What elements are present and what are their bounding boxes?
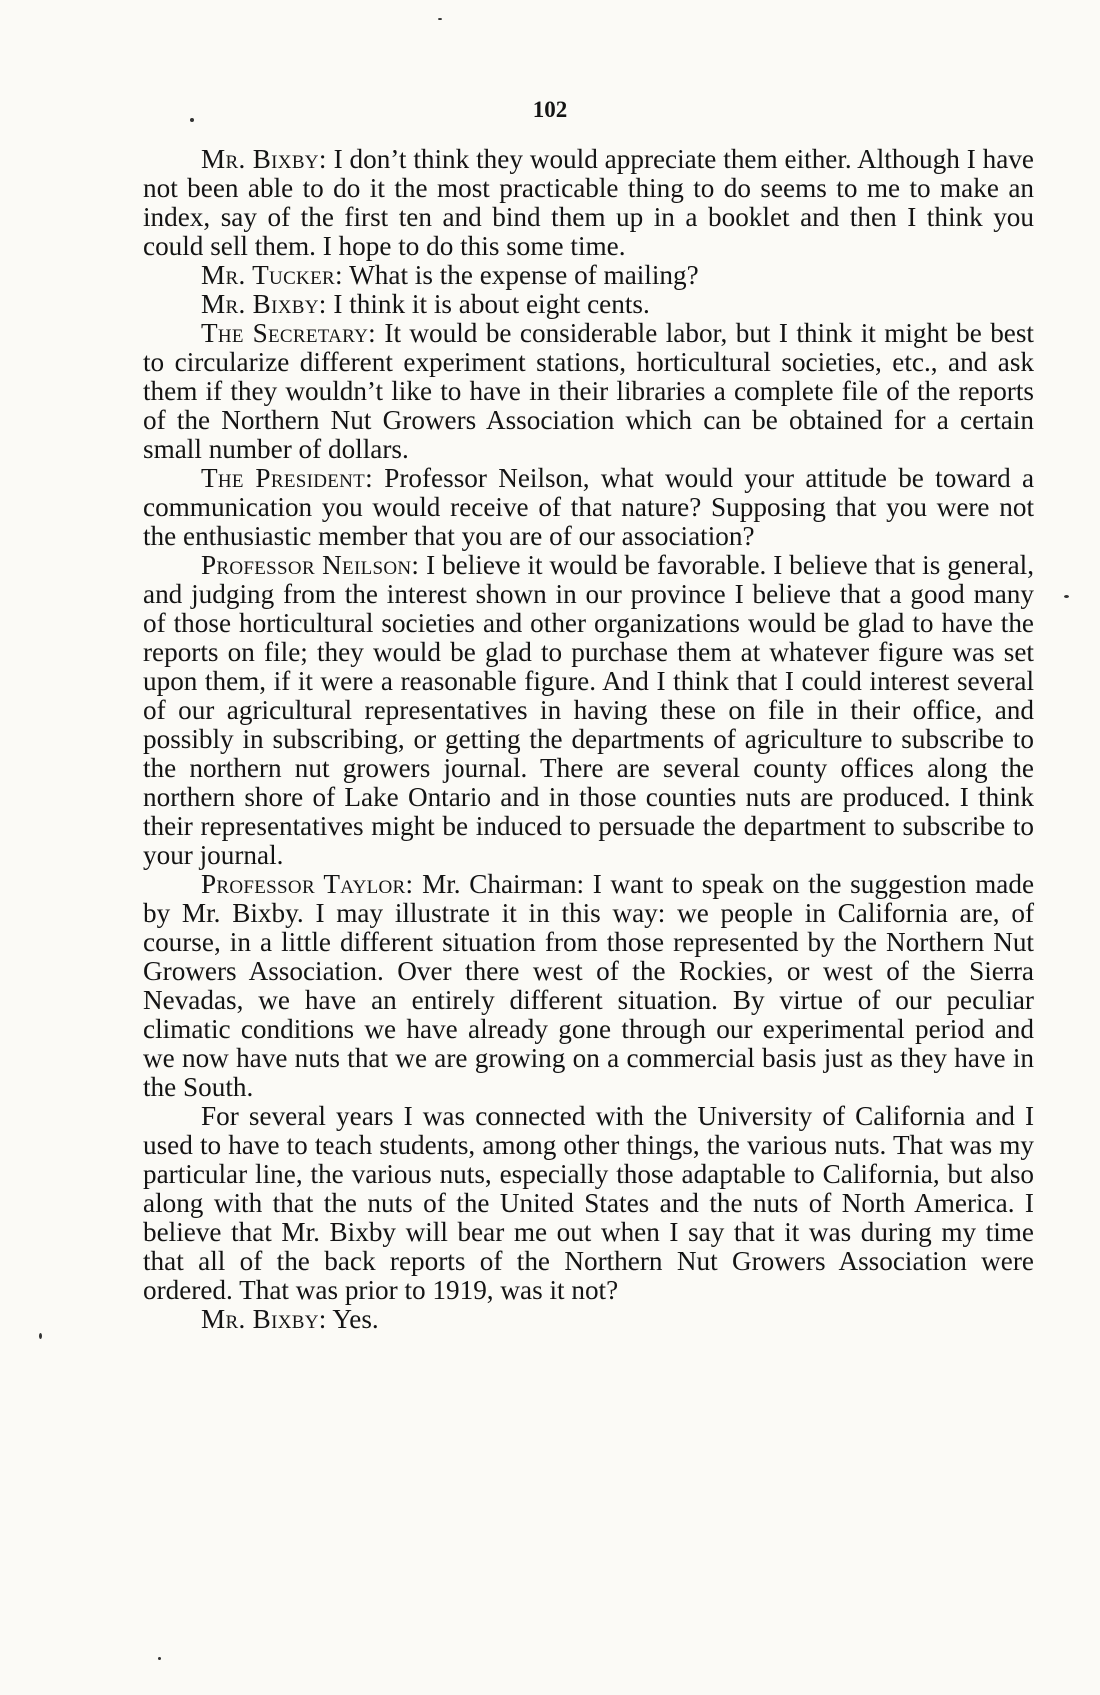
speaker-label: Professor Taylor: bbox=[201, 869, 414, 899]
paragraph bbox=[143, 261, 1034, 290]
speaker-label: Professor Neilson: bbox=[201, 550, 420, 580]
paragraph bbox=[143, 1102, 1034, 1305]
paragraph-text: I believe it would be favorable. I believe that is general, and judging from the interest shown in our province I believe that a good many of those horticultural societies and other organizations would be glad to have the reports on file; they would be glad to purchase them at whatever figure was set upon them, if it were a reasonable figure. And I think that I could interest several of our agricultural representatives in having these on file in their office, and possibly in subscribing, or getting the departments of agriculture to subscribe to the northern nut growers journal. There are several county offices along the northern shore of Lake Ontario and in those counties nuts are produced. I think their representatives might be induced to persuade the department to subscribe to your journal. bbox=[143, 550, 1034, 870]
paragraph-text: Professor Neilson, what would your attitude be toward a communication you would receive of that nature? Supposing that you were not the enthusiastic member that you are of our association? bbox=[143, 463, 1035, 551]
paragraph bbox=[143, 464, 1034, 551]
speaker-label: Mr. Bixby: bbox=[201, 144, 327, 174]
scan-speck bbox=[190, 118, 194, 122]
scan-speck bbox=[438, 18, 442, 20]
paragraph bbox=[143, 319, 1034, 464]
speaker-label: Mr. Bixby: bbox=[201, 1304, 327, 1334]
speaker-label: Mr. Tucker: bbox=[201, 260, 343, 290]
paragraph bbox=[143, 1305, 1034, 1334]
speaker-label: The President: bbox=[201, 463, 373, 493]
paragraph-text: What is the expense of mailing? bbox=[349, 260, 699, 290]
paragraph bbox=[143, 145, 1034, 261]
scan-speck bbox=[158, 1657, 161, 1660]
paragraph-text: It would be considerable labor, but I think it might be best to circularize different experiment stations, horticultural societies, etc., and ask them if they wouldn’t like to have in their libraries a complete file of the reports of the Northern Nut Growers Association which can be obtained for a certain small number of dollars. bbox=[143, 318, 1034, 464]
text-column bbox=[143, 145, 1034, 1334]
speaker-label: Mr. Bixby: bbox=[201, 289, 327, 319]
paragraph bbox=[143, 870, 1034, 1102]
scan-speck bbox=[1064, 595, 1069, 598]
speaker-label: The Secretary: bbox=[201, 318, 376, 348]
paragraph-text: I don’t think they would appreciate them either. Although I have not been able to do it the most practicable thing to do seems to me to make an index, say of the first ten and bind them up in a booklet and then I think you could sell them. I hope to do this some time. bbox=[143, 144, 1034, 261]
page-number: 102 bbox=[532, 97, 568, 122]
paragraph-text: I think it is about eight cents. bbox=[333, 289, 650, 319]
paragraph bbox=[143, 551, 1034, 870]
paragraph-text: Yes. bbox=[332, 1304, 379, 1334]
scan-speck bbox=[39, 1333, 42, 1339]
paragraph bbox=[143, 290, 1034, 319]
paragraph-text: Mr. Chairman: I want to speak on the suggestion made by Mr. Bixby. I may illustrate it in this way: we people in California are, of course, in a little different situation from those represented by the Northern Nut Growers Association. Over there west of the Rockies, or west of the Sierra Nevadas, we have an entirely different situation. By virtue of our peculiar climatic conditions we have already gone through our experimental period and we now have nuts that we are growing on a commercial basis just as they have in the South. bbox=[143, 869, 1035, 1102]
paragraph-text: For several years I was connected with the University of California and I used to have to teach students, among other things, the various nuts. That was my particular line, the various nuts, especially those adaptable to California, but also along with that the nuts of the United States and the nuts of North America. I believe that Mr. Bixby will bear me out when I say that it was during my time that all of the back reports of the Northern Nut Growers Association were ordered. That was prior to 1919, was it not? bbox=[143, 1101, 1034, 1305]
